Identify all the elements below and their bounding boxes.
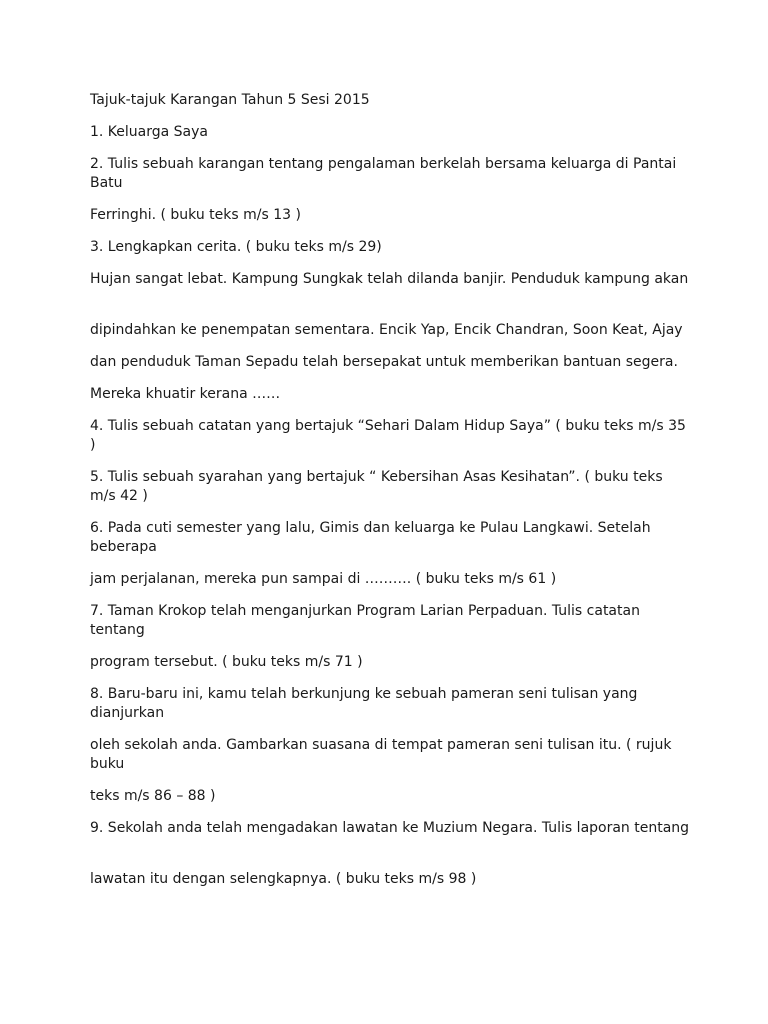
text-line: 9. Sekolah anda telah mengadakan lawatan ke Muzium Negara. Tulis laporan tentang bbox=[90, 820, 690, 836]
text-line: 4. Tulis sebuah catatan yang bertajuk “Sehari Dalam Hidup Saya” ( buku teks m/s 35 ) bbox=[90, 418, 686, 453]
text-line: teks m/s 86 – 88 ) bbox=[90, 788, 216, 804]
text-line: oleh sekolah anda. Gambarkan suasana di tempat pameran seni tulisan itu. ( rujuk buku bbox=[90, 737, 672, 772]
text-line: 5. Tulis sebuah syarahan yang bertajuk “ Kebersihan Asas Kesihatan”. ( buku teks m/s 42 ) bbox=[90, 469, 663, 504]
text-line: Ferringhi. ( buku teks m/s 13 ) bbox=[90, 207, 301, 223]
text-line: 6. Pada cuti semester yang lalu, Gimis dan keluarga ke Pulau Langkawi. Setelah beberapa bbox=[90, 520, 651, 555]
text-line: 7. Taman Krokop telah menganjurkan Program Larian Perpaduan. Tulis catatan tentang bbox=[90, 603, 640, 638]
text-line: 2. Tulis sebuah karangan tentang pengalaman berkelah bersama keluarga di Pantai Batu bbox=[90, 156, 677, 191]
text-line: 8. Baru-baru ini, kamu telah berkunjung ke sebuah pameran seni tulisan yang dianjurkan bbox=[90, 686, 638, 721]
text-line: Mereka khuatir kerana …… bbox=[90, 386, 281, 402]
text-line: program tersebut. ( buku teks m/s 71 ) bbox=[90, 654, 363, 670]
text-line: jam perjalanan, mereka pun sampai di ………. ( buku teks m/s 61 ) bbox=[90, 571, 557, 587]
text-line: lawatan itu dengan selengkapnya. ( buku teks m/s 98 ) bbox=[90, 871, 477, 887]
text-line: dan penduduk Taman Sepadu telah bersepakat untuk memberikan bantuan segera. bbox=[90, 354, 678, 370]
text-line: Hujan sangat lebat. Kampung Sungkak telah dilanda banjir. Penduduk kampung akan bbox=[90, 271, 689, 287]
text-line: 3. Lengkapkan cerita. ( buku teks m/s 29) bbox=[90, 239, 382, 255]
document-title: Tajuk-tajuk Karangan Tahun 5 Sesi 2015 bbox=[90, 92, 370, 108]
text-line: dipindahkan ke penempatan sementara. Encik Yap, Encik Chandran, Soon Keat, Ajay bbox=[90, 322, 683, 338]
text-line: 1. Keluarga Saya bbox=[90, 124, 209, 140]
